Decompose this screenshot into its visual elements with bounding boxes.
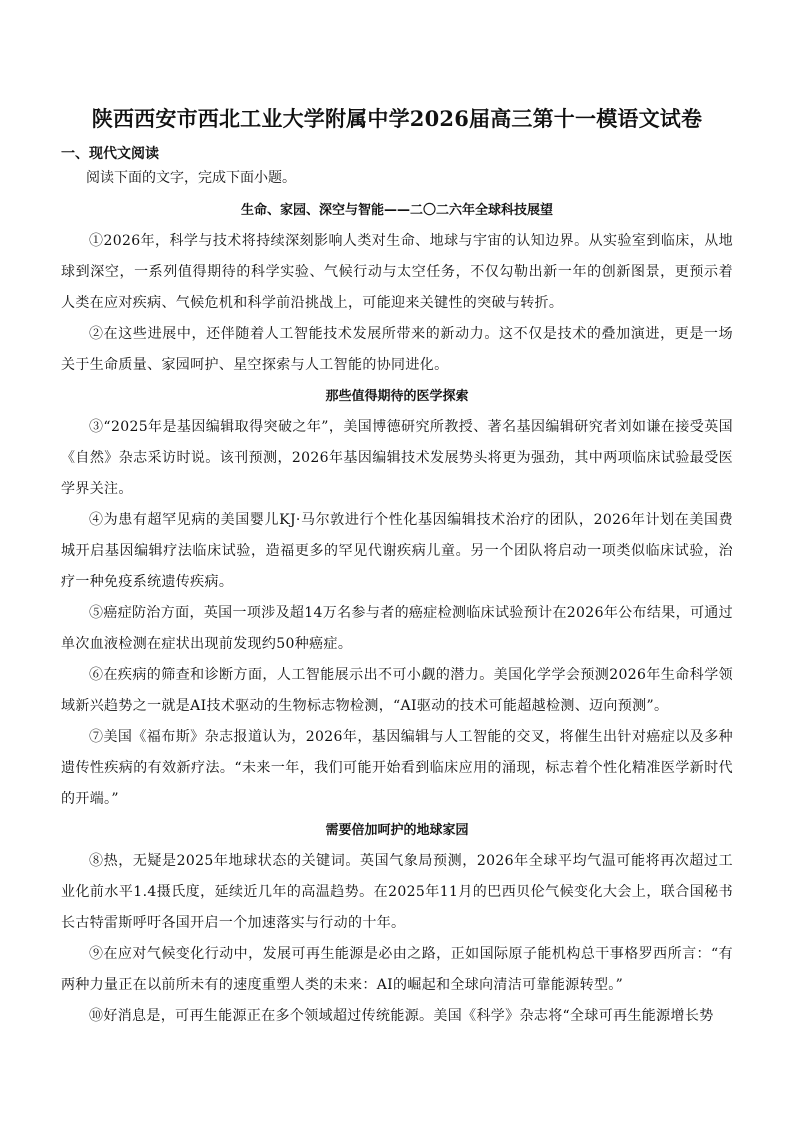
paragraph-1: ①2026年，科学与技术将持续深刻影响人类对生命、地球与宇宙的认知边界。从实验室到临床，从地球到深空，一系列值得期待的科学实验、气候行动与太空任务，不仅勾勒出新一年的创新图景，更预示着人类在应对疾病、气候危机和科学前沿挑战上，可能迎来关键性的突破与转折。 [61, 233, 733, 311]
exam-title: 陕西西安市西北工业大学附属中学2026届高三第十一模语文试卷 [91, 106, 703, 131]
paragraph-4: ④为患有超罕见病的美国婴儿KJ·马尔敦进行个性化基因编辑技术治疗的团队，2026年计划在美国费城开启基因编辑疗法临床试验，造福更多的罕见代谢疾病儿童。另一个团队将启动一项类似临床试验，治疗一种免疫系统遗传疾病。 [61, 512, 733, 590]
subheading-medical: 那些值得期待的医学探索 [325, 389, 469, 404]
paragraph-6: ⑥在疾病的筛查和诊断方面，人工智能展示出不可小觑的潜力。美国化学学会预测2026年生命科学领域新兴趋势之一就是AI技术驱动的生物标志物检测，“AI驱动的技术可能超越检测、迈向预测”。 [61, 667, 733, 714]
paragraph-3: ③“2025年是基因编辑取得突破之年”，美国博德研究所教授、著名基因编辑研究者刘如谦在接受英国《自然》杂志采访时说。该刊预测，2026年基因编辑技术发展势头将更为强劲，其中两项临床试验最受医学界关注。 [61, 419, 733, 497]
paragraph-8: ⑧热，无疑是2025年地球状态的关键词。英国气象局预测，2026年全球平均气温可能将再次超过工业化前水平1.4摄氏度，延续近几年的高温趋势。在2025年11月的巴西贝伦气候变化大会上，联合国秘书长古特雷斯呼吁各国开启一个加速落实与行动的十年。 [61, 853, 733, 931]
article-body [61, 195, 733, 1032]
section-heading: 一、现代文阅读 [61, 146, 159, 162]
paragraph-7: ⑦美国《福布斯》杂志报道认为，2026年，基因编辑与人工智能的交叉，将催生出针对癌症以及多种遗传性疾病的有效新疗法。“未来一年，我们可能开始看到临床应用的涌现，标志着个性化精准医学新时代的开端。” [61, 729, 733, 807]
subheading-earth: 需要倍加呵护的地球家园 [325, 823, 469, 838]
paragraph-10: ⑩好消息是，可再生能源正在多个领域超过传统能源。美国《科学》杂志将“全球可再生能源增长势 [89, 1008, 714, 1024]
paragraph-9: ⑨在应对气候变化行动中，发展可再生能源是必由之路，正如国际原子能机构总干事格罗西所言：“有两种力量正在以前所未有的速度重塑人类的未来：AI的崛起和全球向清洁可靠能源转型。” [61, 946, 733, 993]
article-heading: 生命、家园、深空与智能——二〇二六年全球科技展望 [240, 203, 553, 218]
paragraph-2: ②在这些进展中，还伴随着人工智能技术发展所带来的新动力。这不仅是技术的叠加演进，更是一场关于生命质量、家园呵护、星空探索与人工智能的协同进化。 [61, 326, 733, 373]
reading-instruction: 阅读下面的文字，完成下面小题。 [86, 170, 296, 186]
paragraph-5: ⑤癌症防治方面，英国一项涉及超14万名参与者的癌症检测临床试验预计在2026年公布结果，可通过单次血液检测在症状出现前发现约50种癌症。 [61, 605, 733, 652]
